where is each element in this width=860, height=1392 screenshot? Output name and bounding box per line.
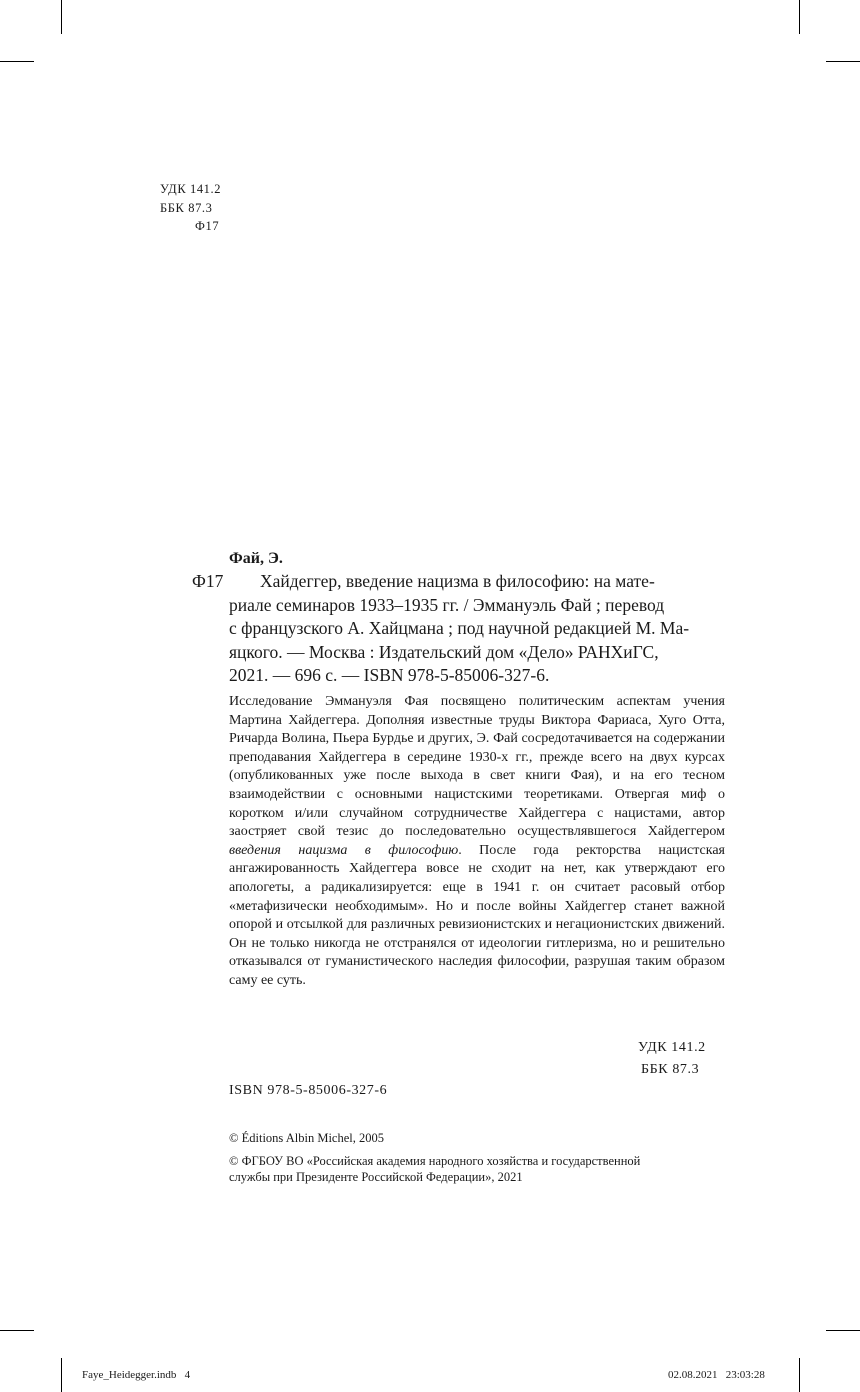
record-author-mark: Ф17 bbox=[192, 571, 224, 591]
record-line-1: Хайдеггер, введение нацизма в философию: на мате- bbox=[260, 571, 655, 591]
crop-mark-left-bottom bbox=[0, 1330, 34, 1331]
annotation-emphasis: введения нацизма в философию bbox=[229, 842, 459, 858]
annotation-part-2: . После года ректорства нацистская ангажированность Хайдеггера вовсе не сходит на нет, как утверждают его апологеты, а радикализируется: еще в 1941 г. он считает расовый отбор «метафизически необходимым». Но и после войны Хайдеггер станет важной опорой и отсылкой для различных ревизионистских и негационистских движений. Он не только никогда не отстранялся от идеологии гитлеризма, но и решительно отказывался от гуманистического наследия философии, разрушая таким образом саму ее суть. bbox=[229, 842, 725, 988]
header-bbk: ББК 87.3 bbox=[160, 201, 213, 215]
crop-mark-right-top bbox=[826, 61, 860, 62]
record-line-4: яцкого. — Москва : Издательский дом «Дело» РАНХиГС, bbox=[229, 642, 659, 662]
crop-mark-top-right bbox=[799, 0, 800, 34]
crop-mark-bottom-right bbox=[799, 1358, 800, 1392]
footer-filename: Faye_Heidegger.indb 4 bbox=[82, 1369, 191, 1381]
copyright-ranepa-line-2: службы при Президенте Российской Федерации», 2021 bbox=[229, 1170, 523, 1184]
crop-mark-bottom-left bbox=[61, 1358, 62, 1392]
crop-mark-top-left bbox=[61, 0, 62, 34]
header-udk: УДК 141.2 bbox=[160, 182, 222, 196]
record-line-2: риале семинаров 1933–1935 гг. / Эммануэль Фай ; перевод bbox=[229, 595, 665, 615]
record-line-5: 2021. — 696 с. — ISBN 978-5-85006-327-6. bbox=[229, 665, 550, 685]
record-author: Фай, Э. bbox=[229, 550, 283, 567]
classification-udk: УДК 141.2 bbox=[638, 1040, 706, 1055]
crop-mark-left-top bbox=[0, 61, 34, 62]
classification-bbk: ББК 87.3 bbox=[641, 1062, 700, 1077]
isbn: ISBN 978-5-85006-327-6 bbox=[229, 1083, 388, 1098]
record-line-3: с французского А. Хайцмана ; под научной редакцией М. Ма- bbox=[229, 618, 690, 638]
footer-timestamp: 02.08.2021 23:03:28 bbox=[668, 1369, 765, 1381]
copyright-ranepa-line-1: © ФГБОУ ВО «Российская академия народного хозяйства и государственной bbox=[229, 1154, 641, 1168]
annotation bbox=[229, 693, 725, 991]
annotation-part-1: Исследование Эммануэля Фая посвящено политическим аспектам учения Мартина Хайдеггера. Дополняя известные труды Виктора Фариаса, Хуго Отта, Ричарда Волина, Пьера Бурдье и других, Э. Фай сосредотачивается на содержании преподавания Хайдеггера в середине 1930-х гг., прежде всего на двух курсах (опубликованных уже после выхода в свет книги Фая), и на его тесном взаимодействии с основными нацистскими теоретиками. Отвергая миф о коротком и/или случайном сотрудничестве Хайдеггера с нацистами, автор заостряет свой тезис до последовательно осуществлявшегося Хайдеггером bbox=[229, 694, 725, 840]
crop-mark-right-bottom bbox=[826, 1330, 860, 1331]
header-author-mark: Ф17 bbox=[195, 219, 220, 233]
copyright-albin-michel: © Éditions Albin Michel, 2005 bbox=[229, 1131, 384, 1145]
